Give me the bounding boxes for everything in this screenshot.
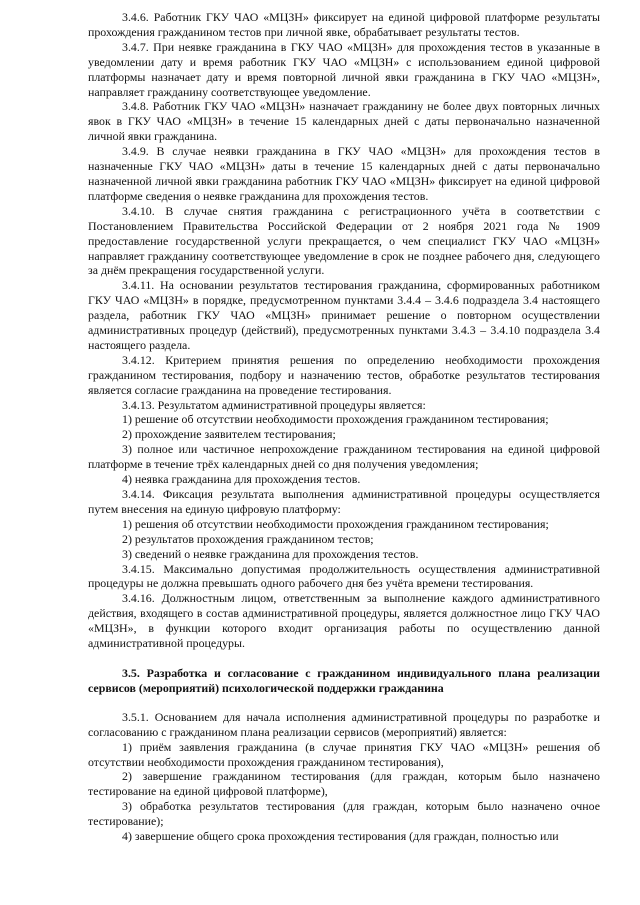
list-item-3-5-1-4: 4) завершение общего срока прохождения тестирования (для граждан, полностью или	[122, 829, 559, 844]
paragraph-3-4-8: 3.4.8. Работник ГКУ ЧАО «МЦЗН» назначает гражданину не более двух повторных личных явок в ГКУ ЧАО «МЦЗН» в течение 15 календарных дней с даты первоначально назначенной личной явки гражданина.	[88, 99, 600, 144]
paragraph-3-4-13: 3.4.13. Результатом административной процедуры является:	[122, 397, 426, 412]
section-3-5-body	[88, 710, 600, 844]
paragraph-3-4-12: 3.4.12. Критерием принятия решения по определению необходимости прохождения гражданином тестирования, подбору и назначению тестов, обработке результатов тестирования является согласие гражданина на проведение тестирования.	[88, 352, 600, 397]
paragraph-3-4-7: 3.4.7. При неявке гражданина в ГКУ ЧАО «МЦЗН» для прохождения тестов в указанные в уведомлении дату и время работник ГКУ ЧАО «МЦЗН» с использованием единой цифровой платформы назначает дату и время повторной личной явки гражданина в ГКУ ЧАО «МЦЗН», направляет гражданину соответствующее уведомление.	[88, 39, 600, 99]
list-item-3-4-13-2: 2) прохождение заявителем тестирования;	[122, 427, 336, 442]
section-heading-3-5: 3.5. Разработка и согласование с гражданином индивидуального плана реализации сервисов (мероприятий) психологической поддержки гражданина	[88, 665, 600, 695]
list-item-3-4-14-2: 2) результатов прохождения гражданином тестов;	[122, 531, 374, 546]
list-item-3-5-1-2: 2) завершение гражданином тестирования (для граждан, которым было назначено тестирование на единой цифровой платформе),	[88, 769, 600, 799]
heading-gap	[88, 696, 600, 710]
paragraph-3-4-10: 3.4.10. В случае снятия гражданина с регистрационного учёта в соответствии с Постановлением Правительства Российской Федерации от 2 ноября 2021 года № 1909 предоставление государственной услуги прекращается, о чем специалист ГКУ ЧАО «МЦЗН» направляет гражданину соответствующее уведомление в срок не позднее рабочего дня, следующего за днём прекращения государственной услуги.	[88, 203, 600, 278]
paragraph-3-4-6: 3.4.6. Работник ГКУ ЧАО «МЦЗН» фиксирует на единой цифровой платформе результаты прохождения гражданином тестов при личной явке, обрабатывает результаты тестов.	[88, 10, 600, 39]
document-page	[88, 10, 600, 844]
list-item-3-4-13-4: 4) неявка гражданина для прохождения тестов.	[122, 472, 361, 487]
paragraph-3-4-15: 3.4.15. Максимально допустимая продолжительность осуществления административной процедуры не должна превышать одного рабочего дня без учёта времени тестирования.	[88, 561, 600, 591]
list-item-3-4-14-1: 1) решения об отсутствии необходимости прохождения гражданином тестирования;	[122, 516, 549, 531]
paragraph-3-4-9: 3.4.9. В случае неявки гражданина в ГКУ ЧАО «МЦЗН» для прохождения тестов в назначенные ГКУ ЧАО «МЦЗН» даты в течение 15 календарных дней с даты первоначально назначенной личной явки гражданина работник ГКУ ЧАО «МЦЗН» фиксирует на единой цифровой платформе сведения о неявке гражданина для прохождения тестов.	[88, 144, 600, 203]
list-item-3-4-13-1: 1) решение об отсутствии необходимости прохождения гражданином тестирования;	[122, 412, 549, 427]
list-item-3-5-1-1: 1) приём заявления гражданина (в случае принятия ГКУ ЧАО «МЦЗН» решения об отсутствии необходимости прохождения гражданином тестирования),	[88, 739, 600, 769]
list-item-3-4-13-3: 3) полное или частичное непрохождение гражданином тестирования на единой цифровой платформе в течение трёх календарных дней со дня получения уведомления;	[88, 442, 600, 472]
list-item-3-4-14-3: 3) сведений о неявке гражданина для прохождения тестов.	[122, 546, 419, 561]
list-item-3-5-1-3: 3) обработка результатов тестирования (для граждан, которым было назначено очное тестирование);	[88, 799, 600, 829]
paragraph-3-4-14: 3.4.14. Фиксация результата выполнения административной процедуры осуществляется путем внесения на единую цифровую платформу:	[88, 487, 600, 516]
paragraph-3-4-11: 3.4.11. На основании результатов тестирования гражданина, сформированных работником ГКУ ЧАО «МЦЗН» в порядке, предусмотренном пунктами 3.4.4 – 3.4.6 подраздела 3.4 настоящего раздела, работник ГКУ ЧАО «МЦЗН» принимает решение о повторном осуществлении административных процедур (действий), предусмотренных пунктами 3.4.3 – 3.4.10 подраздела 3.4 настоящего раздела.	[88, 278, 600, 352]
paragraph-3-4-16: 3.4.16. Должностным лицом, ответственным за выполнение каждого административного действия, входящего в состав административной процедуры, является должностное лицо ГКУ ЧАО «МЦЗН», в функции которого входит организация работы по осуществлению данной административной процедуры.	[88, 591, 600, 651]
section-3-4-body	[88, 10, 600, 651]
section-gap	[88, 651, 600, 666]
paragraph-3-5-1: 3.5.1. Основанием для начала исполнения административной процедуры по разработке и согласованию с гражданином плана реализации сервисов (мероприятий) является:	[88, 709, 600, 739]
